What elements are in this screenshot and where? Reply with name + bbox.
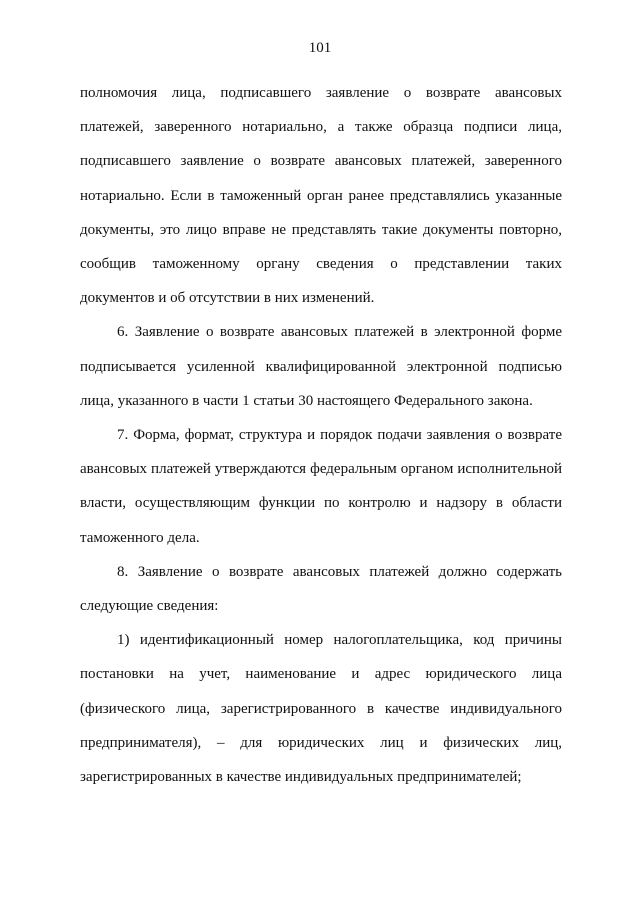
paragraph-continuation: полномочия лица, подписавшего заявление о возврате авансовых платежей, заверенного нотариально, а также образца подписи лица, подписавшего заявление о возврате авансовых платежей, заверенного нотариально. Если в таможенный орган ранее представлялись указанные документы, это лицо вправе не представлять такие документы повторно, сообщив таможенному органу сведения о представлении таких документов и об отсутствии в них изменений. (80, 85, 562, 307)
page-number: 101 (308, 40, 332, 56)
paragraph-item-6: 6. Заявление о возврате авансовых платежей в электронной форме подписывается усиленной квалифицированной электронной подписью лица, указанного в части 1 статьи 30 настоящего Федерального закона. (80, 324, 562, 409)
paragraph-item-8: 8. Заявление о возврате авансовых платежей должно содержать следующие сведения: (80, 563, 562, 615)
paragraph-item-7: 7. Форма, формат, структура и порядок подачи заявления о возврате авансовых платежей утверждаются федеральным органом исполнительной власти, осуществляющим функции по контролю и надзору в области таможенного дела. (80, 427, 562, 546)
paragraph-subitem-1: 1) идентификационный номер налогоплательщика, код причины постановки на учет, наименование и адрес юридического лица (физического лица, зарегистрированного в качестве индивидуального предпринимателя), – для юридических лиц и физических лиц, зарегистрированных в качестве индивидуальных предпринимателей; (80, 632, 562, 786)
document-body (80, 76, 562, 794)
